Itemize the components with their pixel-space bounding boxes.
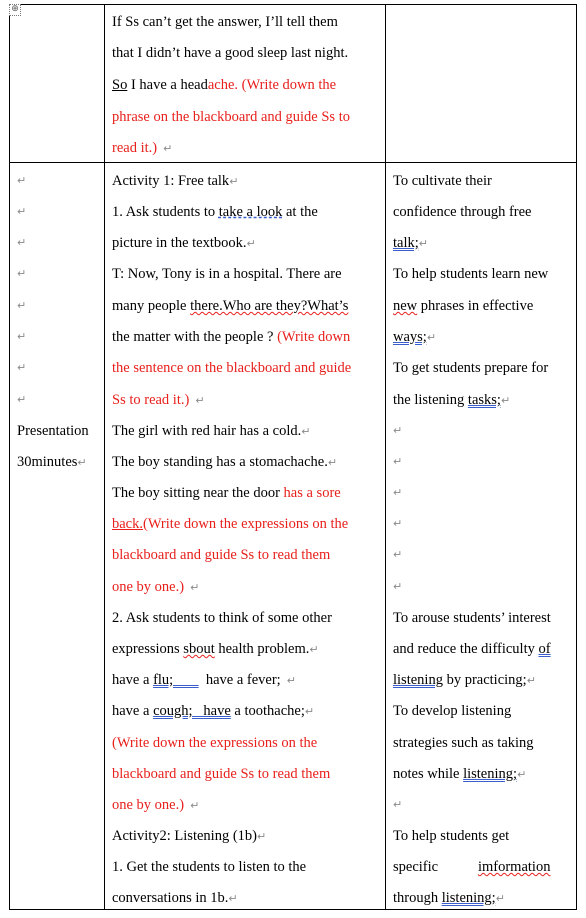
instruction-line2: blackboard and guide Ss to read them xyxy=(112,766,331,782)
purpose2-line2: new phrases in effective xyxy=(393,298,534,314)
purpose1-line2: confidence through free xyxy=(393,204,532,220)
purpose3-line2: the listening tasks;↵ xyxy=(393,392,511,408)
para-mark: ↵ xyxy=(393,486,403,499)
stage-name: Presentation xyxy=(17,423,89,439)
column-divider-1 xyxy=(104,5,105,909)
para-mark: ↵ xyxy=(393,455,403,468)
step1-line2: picture in the textbook.↵ xyxy=(112,235,256,251)
para-mark: ↵ xyxy=(17,174,27,187)
purpose2-line3: ways;↵ xyxy=(393,329,437,345)
stage-duration: 30minutes↵ xyxy=(17,454,87,470)
purpose1-line3: talk;↵ xyxy=(393,235,428,251)
purpose5-line2: strategies such as taking xyxy=(393,735,534,751)
example3-line4: one by one.) ↵ xyxy=(112,579,200,595)
purpose6-line2: specific imformation xyxy=(393,859,551,875)
example3-line1: The boy sitting near the door has a sore xyxy=(112,485,341,501)
para-mark: ↵ xyxy=(17,393,27,406)
para-mark: ↵ xyxy=(17,330,27,343)
top-line-3: So I have a headache. (Write down the xyxy=(112,77,337,93)
para-mark: ↵ xyxy=(393,548,403,561)
vocab-line1: have a flu; have a fever; ↵ xyxy=(112,672,296,688)
purpose4-line1: To arouse students’ interest xyxy=(393,610,551,626)
column-divider-2 xyxy=(385,5,386,909)
purpose5-line3: notes while listening;↵ xyxy=(393,766,527,782)
example3-line3: blackboard and guide Ss to read them xyxy=(112,547,331,563)
top-line-1: If Ss can’t get the answer, I’ll tell them xyxy=(112,14,338,30)
purpose6-line1: To help students get xyxy=(393,828,510,844)
purpose4-line3: listening by practicing;↵ xyxy=(393,672,536,688)
top-line-5: read it.) ↵ xyxy=(112,140,173,156)
para-mark: ↵ xyxy=(17,361,27,374)
step2-line2: expressions sbout health problem.↵ xyxy=(112,641,319,657)
step1-line1: 1. Ask students to take a look at the xyxy=(112,204,318,220)
example3-line2: back.(Write down the expressions on the xyxy=(112,516,349,532)
step3-line2: conversations in 1b.↵ xyxy=(112,890,238,906)
dialog-line1: T: Now, Tony is in a hospital. There are xyxy=(112,266,342,282)
purpose6-line3: through listening;↵ xyxy=(393,890,505,906)
para-mark: ↵ xyxy=(17,236,27,249)
para-mark: ↵ xyxy=(393,798,403,811)
purpose1-line1: To cultivate their xyxy=(393,173,492,189)
activity2-title: Activity2: Listening (1b)↵ xyxy=(112,828,267,844)
purpose2-line1: To help students learn new xyxy=(393,266,549,282)
purpose3-line1: To get students prepare for xyxy=(393,360,549,376)
dialog-line4: the sentence on the blackboard and guide xyxy=(112,360,352,376)
para-mark: ↵ xyxy=(393,580,403,593)
row-divider xyxy=(10,162,576,163)
step3-line1: 1. Get the students to listen to the xyxy=(112,859,307,875)
activity1-title: Activity 1: Free talk↵ xyxy=(112,173,239,189)
top-line-4: phrase on the blackboard and guide Ss to xyxy=(112,109,350,125)
table-move-handle-icon[interactable]: ⊕ xyxy=(9,4,21,16)
para-mark: ↵ xyxy=(17,205,27,218)
para-mark: ↵ xyxy=(17,267,27,280)
step2-line1: 2. Ask students to think of some other xyxy=(112,610,332,626)
purpose4-line2: and reduce the difficulty of xyxy=(393,641,551,657)
example2: The boy standing has a stomachache.↵ xyxy=(112,454,338,470)
example1: The girl with red hair has a cold.↵ xyxy=(112,423,311,439)
vocab-line2: have a cough; have a toothache;↵ xyxy=(112,703,315,719)
para-mark: ↵ xyxy=(393,517,403,530)
top-line-2: that I didn’t have a good sleep last night. xyxy=(112,45,349,61)
purpose5-line1: To develop listening xyxy=(393,703,512,719)
para-mark: ↵ xyxy=(393,424,403,437)
para-mark: ↵ xyxy=(17,299,27,312)
instruction-line3: one by one.) ↵ xyxy=(112,797,200,813)
dialog-line5: Ss to read it.) ↵ xyxy=(112,392,205,408)
dialog-line3: the matter with the people ? (Write down xyxy=(112,329,351,345)
dialog-line2: many people there.Who are they?What’s xyxy=(112,298,349,314)
instruction-line1: (Write down the expressions on the xyxy=(112,735,318,751)
